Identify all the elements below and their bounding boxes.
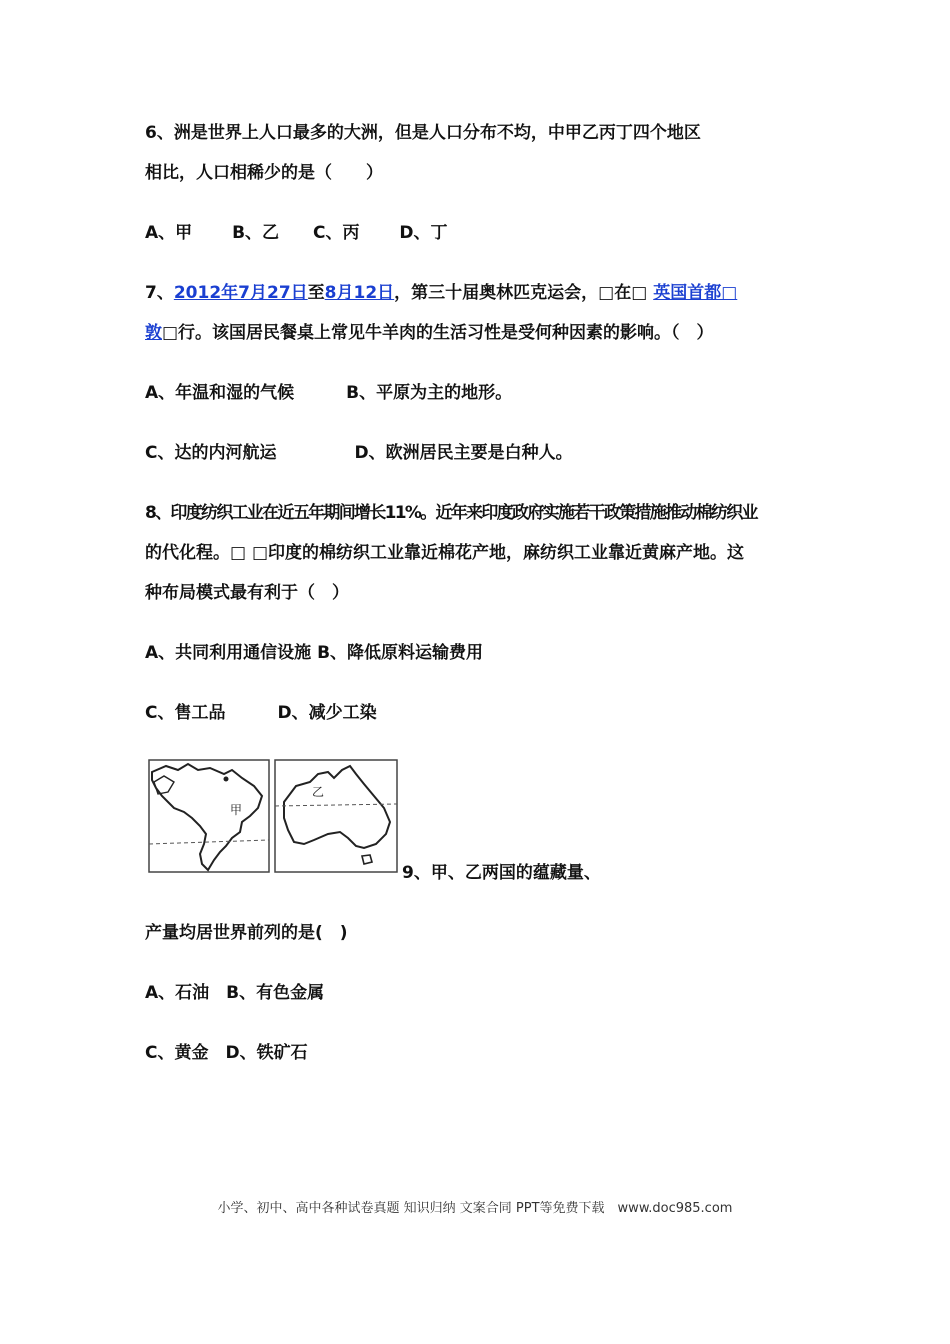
q6-text-line2: 相比，人口相稀少的是（ ） <box>145 163 383 183</box>
q7-option-c: C、达的内河航运 <box>145 443 277 463</box>
q8-option-d: D、减少工染 <box>277 703 377 723</box>
q9-maps-figure <box>144 752 402 876</box>
q8-text-line3: 种布局模式最有利于（ ） <box>145 583 349 603</box>
q7-date-start-link[interactable]: 2012年7月27日 <box>173 283 308 303</box>
q7-options-row2 <box>145 438 573 463</box>
q8-text-line2: 的代化程。□ □印度的棉纺织工业靠近棉花产地，麻纺织工业靠近黄麻产地。这 <box>145 543 745 563</box>
q7-capital-link-continued[interactable]: 敦 <box>145 323 162 343</box>
q7-option-a: A、年温和湿的气候 <box>145 383 295 403</box>
q9-options-cd: C、黄金 D、铁矿石 <box>145 1043 308 1063</box>
q8-options-ab: A、共同利用通信设施 B、降低原料运输费用 <box>145 643 484 663</box>
australia-outline <box>284 766 390 848</box>
q7-text: ，第三十届奥林匹克运会，□在□ <box>394 283 654 303</box>
q7-option-d: D、欧洲居民主要是白种人。 <box>354 443 573 463</box>
q7-text-rest: □行。该国居民餐桌上常见牛羊肉的生活习性是受何种因素的影响。（ ） <box>162 323 714 343</box>
brazil-outline <box>152 764 262 870</box>
q9-text-line2: 产量均居世界前列的是( ) <box>145 923 348 943</box>
capital-dot <box>224 777 229 782</box>
q7-option-b: B、平原为主的地形。 <box>346 383 513 403</box>
q7-options-row1 <box>145 378 512 403</box>
q6-options: A、甲 B、乙 C、丙 D、丁 <box>145 223 448 243</box>
q7-text-line2 <box>145 318 714 343</box>
page-footer: 小学、初中、高中各种试卷真题 知识归纳 文案合同 PPT等免费下载 www.doc985.com <box>217 1201 733 1216</box>
q7-connector: 至 <box>307 283 325 303</box>
map-label-jia: 甲 <box>230 803 243 817</box>
q7-number: 7、 <box>145 283 174 303</box>
q8-text-line1: 8、印度纺织工业在近五年期间增长11%。近年来印度政府实施若干政策措施推动棉纺织业 <box>145 503 757 523</box>
map-label-yi: 乙 <box>312 785 325 799</box>
map-panel-yi <box>275 760 397 872</box>
map-panel-jia <box>149 760 269 872</box>
q9-options-ab: A、石油 B、有色金属 <box>145 983 325 1003</box>
q6-text-line1: 6、洲是世界上人口最多的大洲，但是人口分布不均，中甲乙丙丁四个地区 <box>145 123 701 143</box>
q7-date-end-link[interactable]: 8月12日 <box>324 283 395 303</box>
q8-option-c: C、售工品 <box>145 703 226 723</box>
q8-options-cd <box>145 698 377 723</box>
tasmania-outline <box>362 855 372 864</box>
q7-text-line1 <box>145 278 737 303</box>
q7-capital-link[interactable]: 英国首都□ <box>653 283 738 303</box>
q9-text-line1: 9、甲、乙两国的蕴藏量、 <box>402 863 601 883</box>
